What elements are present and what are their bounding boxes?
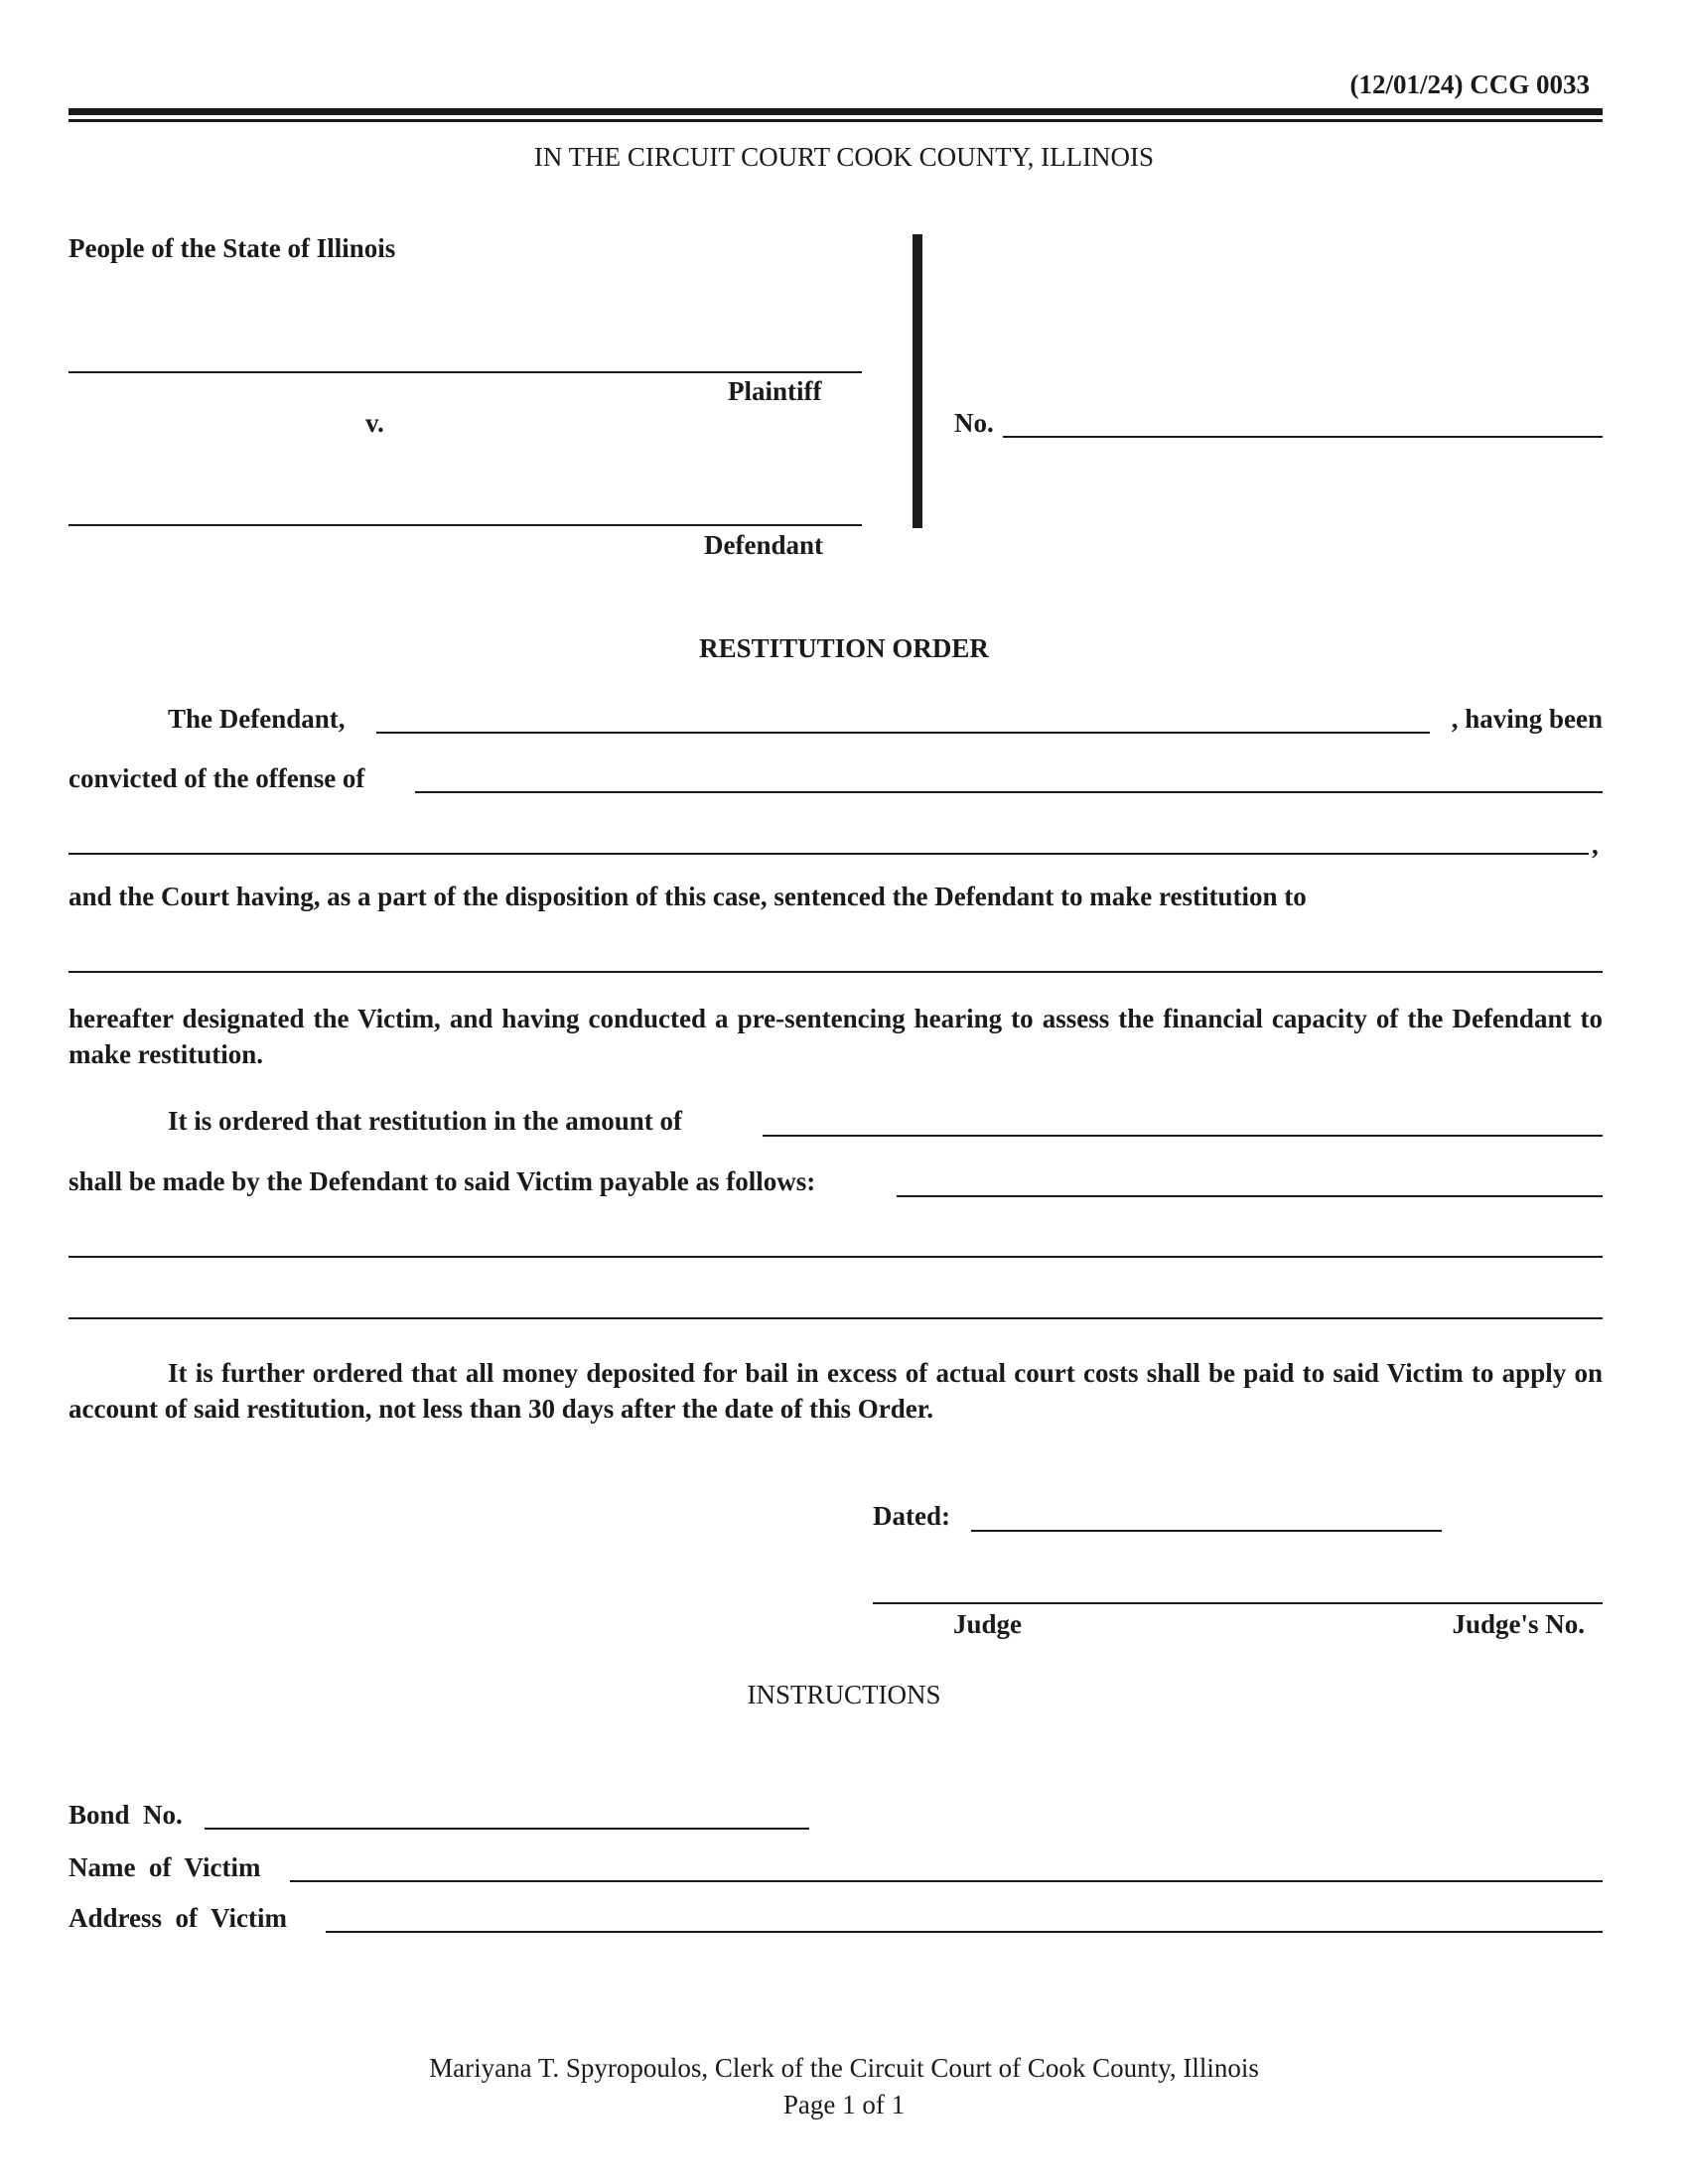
header-thin-rule [69,119,1603,122]
payment-terms-field[interactable] [897,1195,1603,1197]
court-title: IN THE CIRCUIT COURT COOK COUNTY, ILLINOIS [533,142,1155,172]
versus: v. [365,408,384,438]
defendant-label: Defendant [704,530,823,560]
footer-clerk: Mariyana T. Spyropoulos, Clerk of the Circuit Court of Cook County, Illinois [429,2053,1259,2083]
victim-name-field[interactable] [290,1880,1603,1882]
judge-no-label: Judge's No. [1452,1609,1585,1639]
hereafter-paragraph: hereafter designated the Victim, and having conducted a pre-sentencing hearing to assess the financial capacity of the Defendant to make restitution. [69,1004,1603,1069]
victim-name-label: Name of Victim [69,1852,261,1882]
judge-label: Judge [953,1609,1023,1639]
restitution-recipient-field[interactable] [69,971,1603,973]
defendant-name-field[interactable] [376,732,1430,734]
bail-paragraph: It is further ordered that all money deposited for bail in excess of actual court costs shall be paid to said Victim to apply on account of said restitution, not less than 30 days after the date of this Order. [69,1358,1603,1424]
plaintiff-name: People of the State of Illinois [69,233,396,263]
defendant-field[interactable] [69,524,862,526]
case-no-field[interactable] [1003,436,1603,438]
dated-label: Dated: [873,1501,950,1531]
case-no-label: No. [954,408,994,438]
having-been: , having been [1451,704,1603,734]
defendant-prefix: The Defendant, [168,704,346,734]
payment-terms-line-2[interactable] [69,1256,1603,1258]
convicted-label: convicted of the offense of [69,763,365,793]
amount-field[interactable] [763,1135,1603,1137]
payment-terms-line-3[interactable] [69,1317,1603,1319]
bond-no-label: Bond No. [69,1800,183,1830]
footer-page: Page 1 of 1 [782,2090,906,2119]
caption-divider [913,234,922,528]
victim-address-label: Address of Victim [69,1903,287,1933]
offense-field-continued[interactable] [69,853,1589,855]
offense-field[interactable] [415,791,1603,793]
dated-field[interactable] [971,1530,1442,1532]
form-id: (12/01/24) CCG 0033 [1349,69,1590,99]
header-thick-rule [69,108,1603,115]
offense-comma: , [1592,830,1599,860]
payable-label: shall be made by the Defendant to said Victim payable as follows: [69,1166,816,1196]
plaintiff-label: Plaintiff [728,376,822,406]
bond-no-field[interactable] [205,1828,809,1830]
instructions-title: INSTRUCTIONS [747,1680,941,1709]
victim-address-field[interactable] [326,1931,1603,1933]
plaintiff-field[interactable] [69,371,862,373]
amount-label: It is ordered that restitution in the amount of [168,1106,682,1136]
court-sentence-text: and the Court having, as a part of the disposition of this case, sentenced the Defendant to make restitution to [69,882,1307,911]
judge-signature-field[interactable] [873,1602,1603,1604]
order-title: RESTITUTION ORDER [699,633,989,663]
